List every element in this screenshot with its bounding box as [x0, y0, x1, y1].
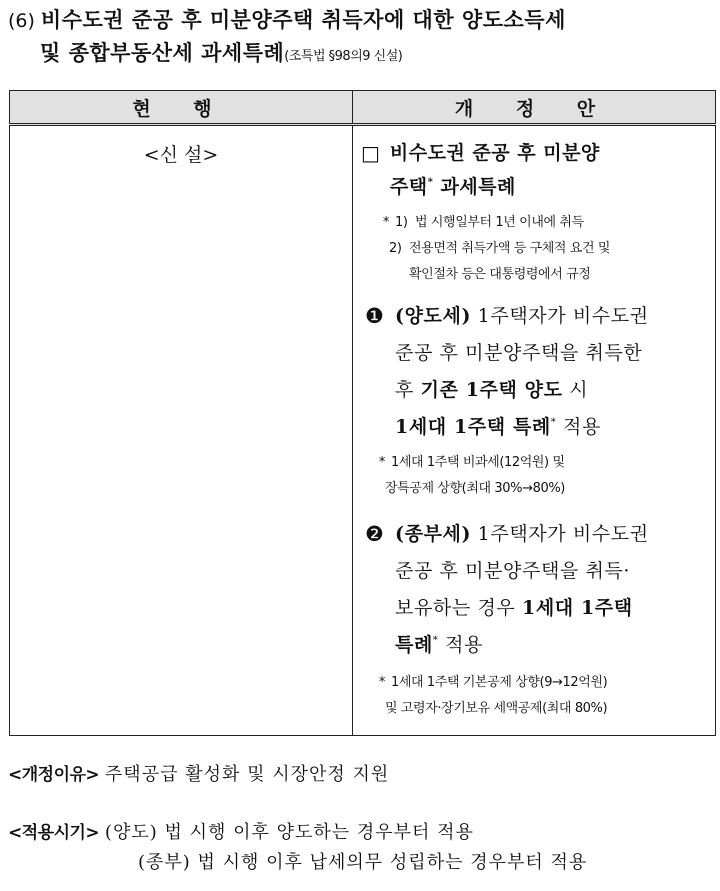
comparison-table [9, 90, 716, 736]
item2-tag: (종부세) [395, 523, 472, 545]
effective-date [8, 818, 587, 878]
table-body-row [10, 125, 716, 736]
heading-footnotes [361, 210, 707, 288]
footnote-1: * 1) 법 시행일부터 1년 이내에 취득 [382, 215, 584, 230]
title-line-1 [8, 4, 714, 37]
law-reference: (조특법 §98의9 신설) [284, 49, 403, 64]
checkbox-bullet-icon: □ [361, 141, 380, 165]
header-current: 현 행 [10, 91, 353, 125]
section-title [8, 4, 714, 72]
circled-one-icon: ❶ [365, 304, 384, 328]
current-cell [10, 125, 353, 736]
revision-heading [361, 136, 707, 204]
effective-line-1: (양도) 법 시행 이후 양도하는 경우부터 적용 [104, 822, 474, 843]
heading-line-2b: 과세특례 [433, 176, 516, 198]
title-text-1: 비수도권 준공 후 미분양주택 취득자에 대한 양도소득세 [40, 7, 566, 32]
footnote-2: 2) 전용면적 취득가액 등 구체적 요건 및 [389, 241, 611, 256]
reason-label: <개정이유> [8, 765, 100, 785]
section-number: (6) [8, 10, 35, 32]
table-header-row [10, 91, 716, 125]
heading-line-1: 비수도권 준공 후 미분양 [389, 142, 600, 164]
effective-line-2: (종부) 법 시행 이후 납세의무 성립하는 경우부터 적용 [138, 852, 588, 873]
effective-label: <적용시기> [8, 823, 100, 843]
item2-footnote: * 1세대 1주택 기본공제 상향(9→12억원) 및 고령자·장기보유 세액공제(최대 80%) [378, 675, 608, 716]
title-text-2: 및 종합부동산세 과세특례 [40, 40, 285, 65]
heading-line-2a: 주택 [389, 176, 428, 198]
current-text: <신 설> [143, 144, 219, 166]
heading-star: * [427, 177, 434, 188]
circled-two-icon: ❷ [365, 522, 384, 546]
item1-tag: (양도세) [395, 305, 472, 327]
item-capital-gains-tax: ❶ (양도세) 1주택자가 비수도권 준공 후 미분양주택을 취득한 후 기존 1주택 양도 시 1세대 1주택 특례* 적용 [361, 298, 707, 446]
title-line-2 [8, 37, 714, 72]
reason-text: 주택공급 활성화 및 시장안정 지원 [104, 764, 390, 785]
item-comprehensive-real-estate-tax: ❷ (종부세) 1주택자가 비수도권 준공 후 미분양주택을 취득· 보유하는 경우 1세대 1주택 특례* 적용 [361, 516, 707, 664]
header-revised: 개 정 안 [353, 91, 716, 125]
footnote-2-cont: 확인절차 등은 대통령령에서 규정 [409, 267, 591, 282]
item1-footnote: * 1세대 1주택 비과세(12억원) 및 장특공제 상향(최대 30%→80%) [378, 455, 565, 496]
revised-cell [353, 125, 716, 736]
revision-reason [8, 760, 389, 790]
